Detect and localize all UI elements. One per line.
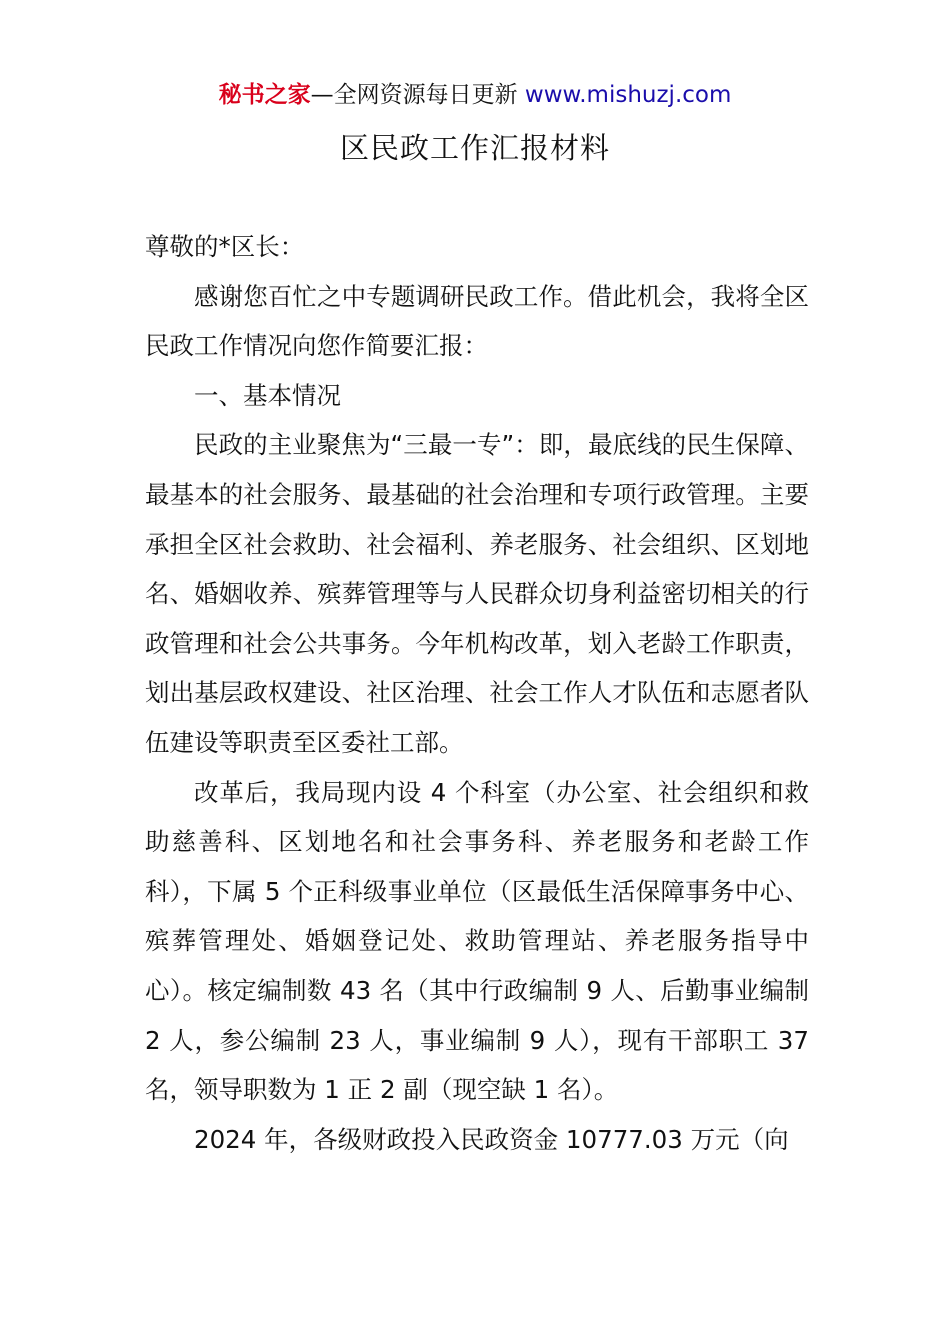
section-heading: 一、基本情况	[194, 380, 341, 410]
site-header	[0, 78, 950, 112]
site-brand: 秘书之家	[218, 82, 311, 108]
paragraph: 民政的主业聚焦为“三最一专”：即，最底线的民生保障、最基本的社会服务、最基础的社会治理和专项行政管理。主要承担全区社会救助、社会福利、养老服务、社会组织、区划地名、婚姻收养、殡葬管理等与人民群众切身利益密切相关的行政管理和社会公共事务。今年机构改革，划入老龄工作职责，划出基层政权建设、社区治理、社会工作人才队伍和志愿者队伍建设等职责至区委社工部。	[145, 430, 809, 757]
paragraph: 改革后，我局现内设 4 个科室（办公室、社会组织和救助慈善科、区划地名和社会事务科、养老服务和老龄工作科），下属 5 个正科级事业单位（区最低生活保障事务中心、殡葬管理处、婚姻登记处、救助管理站、养老服务指导中心）。核定编制数 43 名（其中行政编制 9 人、后勤事业编制 2 人，参公编制 23 人，事业编制 9 人），现有干部职工 37 名，领导职数为 1 正 2 副（现空缺 1 名）。	[145, 777, 809, 1105]
salutation: 尊敬的*区长：	[145, 232, 305, 261]
site-url-link[interactable]: www.mishuzj.com	[517, 82, 732, 108]
document-body	[145, 222, 809, 1164]
document-title: 区民政工作汇报材料	[339, 131, 610, 165]
site-slogan: —全网资源每日更新	[310, 82, 518, 108]
paragraph: 2024 年，各级财政投入民政资金 10777.03 万元（向	[194, 1124, 789, 1154]
paragraph-intro: 感谢您百忙之中专题调研民政工作。借此机会，我将全区民政工作情况向您作简要汇报：	[145, 281, 809, 361]
